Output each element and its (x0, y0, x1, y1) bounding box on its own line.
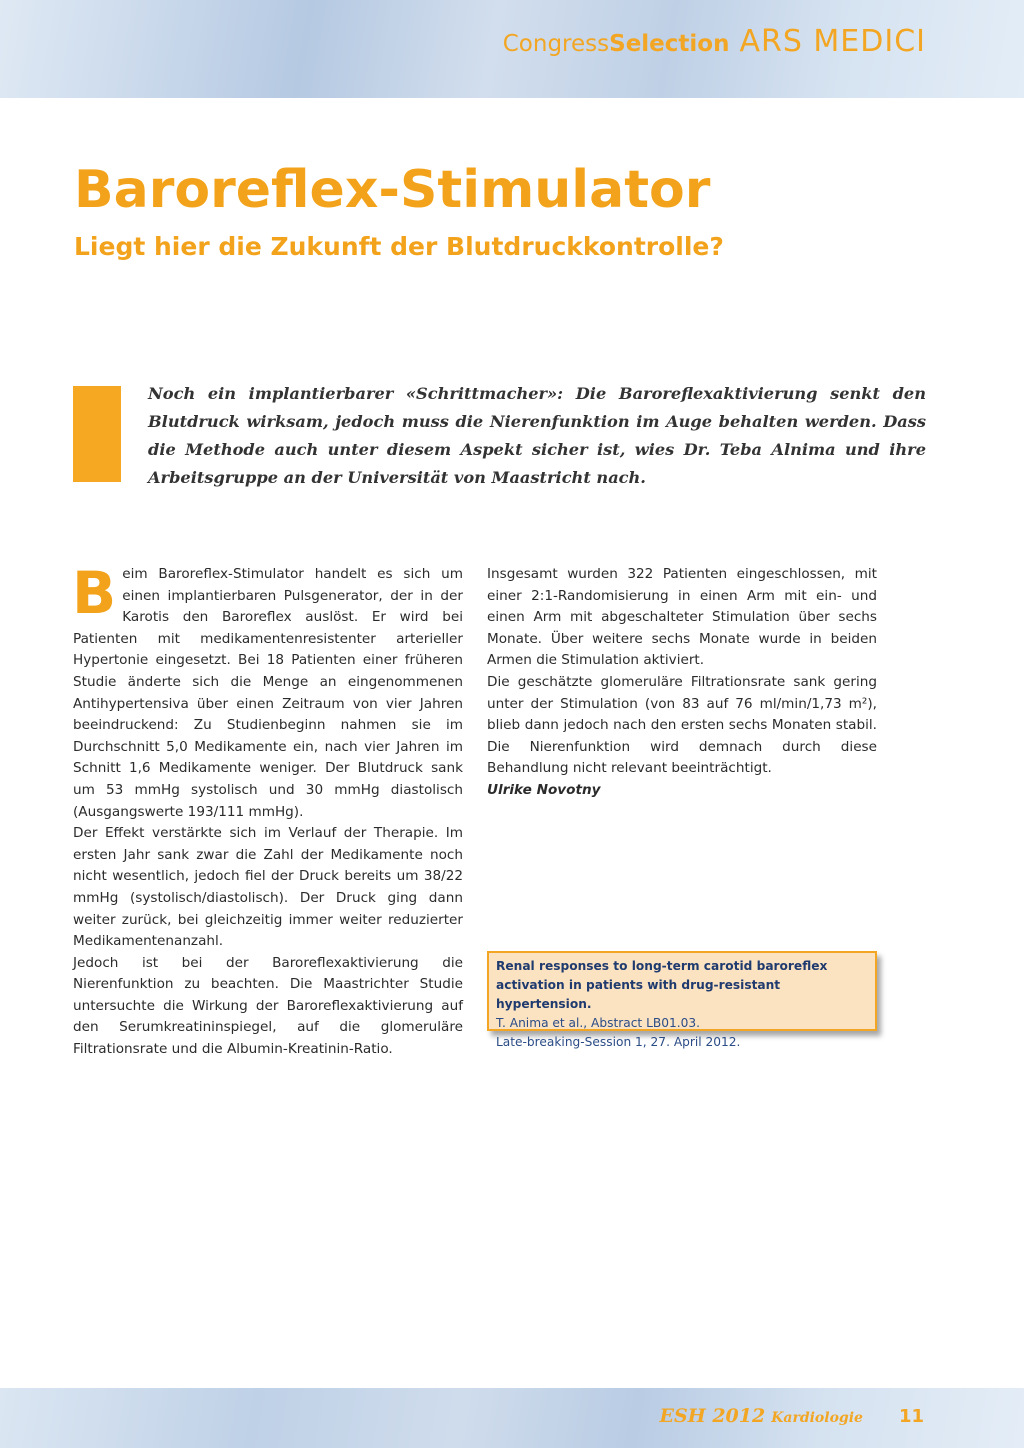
body-paragraph-text: eim Baroreflex-Stimulator handelt es sich um einen implantierbaren Pulsgenerator, der in der Karotis den Baroreflex auslöst. Er wird bei Patienten mit medikamentenresistenter arterieller Hypertonie eingesetzt. Bei 18 Patienten einer früheren Studie änderte sich die Menge an eingenommenen Antihypertensiva über einen Zeitraum von vier Jahren beeindruckend: Zu Studienbeginn nahmen sie im Durchschnitt 5,0 Medikamente ein, nach vier Jahren im Schnitt 1,6 Medikamente weniger. Der Blutdruck sank um 53 mmHg systolisch und 30 mmHg diastolisch (Ausgangswerte 193/111 mmHg). (73, 566, 463, 820)
reference-title: Renal responses to long-term carotid baroreflex activation in patients with drug-resistant hypertension. (496, 959, 828, 1011)
article-title: Baroreflex-Stimulator (74, 160, 711, 220)
page-number: 11 (898, 1406, 924, 1427)
body-paragraph: Insgesamt wurden 322 Patienten eingeschlossen, mit einer 2:1-Randomisierung in einen Arm mit ein- und einen Arm mit abgeschalteter Stimulation über sechs Monate. Über weitere sechs Monate wurde in beiden Armen die Stimulation aktiviert. (487, 566, 877, 669)
header-brand (503, 24, 926, 59)
page-footer (660, 1405, 924, 1427)
footer-event: ESH 2012 (659, 1405, 766, 1427)
body-paragraph: Jedoch ist bei der Baroreflexaktivierung die Nierenfunktion zu beachten. Die Maastrichter Studie untersuchte die Wirkung der Baroreflexaktivierung auf den Serumkreatininspiegel, auf die glomeruläre Filtrationsrate und die Albumin-Kreatinin-Ratio. (73, 954, 463, 1058)
article-subtitle: Liegt hier die Zukunft der Blutdruckkontrolle? (74, 232, 724, 261)
reference-citation: T. Anima et al., Abstract LB01.03. (496, 1016, 700, 1030)
body-column-left (72, 559, 463, 1061)
brand-congress: Congress (502, 31, 610, 57)
drop-cap: B (72, 559, 117, 627)
reference-session: Late-breaking-Session 1, 27. April 2012. (496, 1035, 741, 1049)
author-name: Ulrike Novotny (487, 781, 601, 798)
article-lead: Noch ein implantierbarer «Schrittmacher»: Die Baroreflexaktivierung senkt den Blutdruck wirksam, jedoch muss die Nierenfunktion im Auge behalten werden. Dass die Methode auch unter diesem Aspekt sicher ist, wies Dr. Teba Alnima und ihre Arbeitsgruppe an der Universität von Maastricht nach. (148, 384, 926, 487)
brand-selection: Selection (609, 31, 730, 57)
body-paragraph: Die geschätzte glomeruläre Filtrationsrate sank gering unter der Stimulation (von 83 auf 76 ml/min/1,73 m²), blieb dann jedoch nach den ersten sechs Monaten stabil. Die Nierenfunktion wird demnach durch diese Behandlung nicht relevant beeinträchtigt. (487, 673, 877, 777)
body-paragraph: Der Effekt verstärkte sich im Verlauf der Therapie. Im ersten Jahr sank zwar die Zahl der Medikamente noch nicht wesentlich, jedoch fiel der Druck bereits um 38/22 mmHg (systolisch/diastolisch). Der Druck ging dann weiter zurück, bei gleichzeitig immer weiter reduzierter Medikamentenanzahl. (73, 825, 463, 950)
footer-section: Kardiologie (771, 1410, 863, 1426)
brand-ars-medici-logo: ARS MEDICI (739, 24, 926, 59)
body-paragraph (72, 559, 463, 823)
reference-box (487, 951, 877, 1049)
body-column-right (487, 564, 877, 802)
lead-accent-bar (73, 386, 121, 482)
